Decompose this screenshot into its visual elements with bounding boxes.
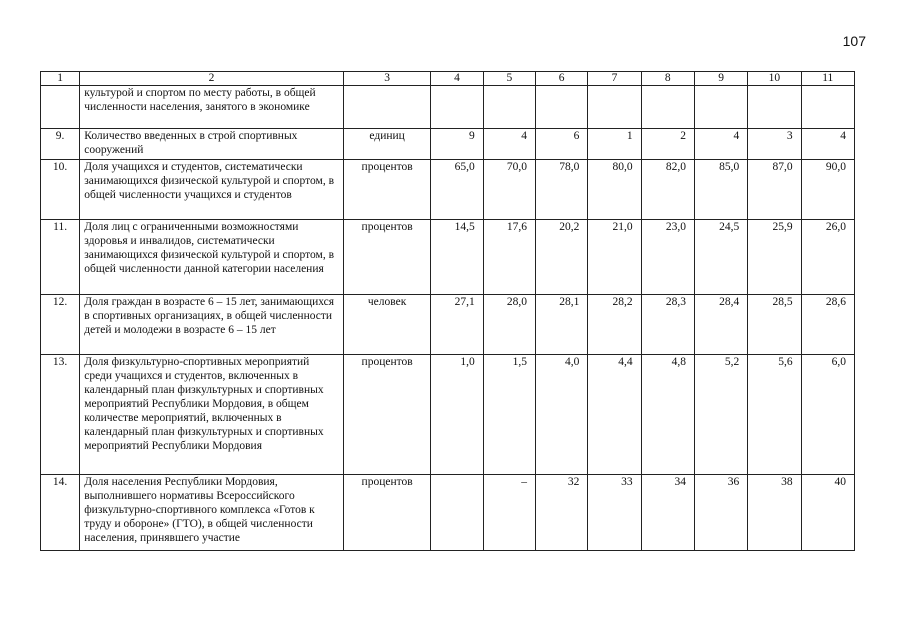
value-cell: 70,0 [483,160,535,220]
indicator-description: Доля граждан в возрасте 6 – 15 лет, занимающихся в спортивных организациях, в общей численности детей и молодежи в возрасте 6 – 15 лет [80,295,344,355]
value-cell: 28,2 [588,295,641,355]
value-cell: 28,6 [801,295,854,355]
column-number: 2 [80,72,344,86]
row-number: 13. [41,355,80,475]
value-cell: 6 [536,129,588,160]
row-number [41,86,80,129]
indicator-description: культурой и спортом по месту работы, в общей численности населения, занятого в экономике [80,86,344,129]
value-cell: 28,3 [641,295,694,355]
value-cell: 4,8 [641,355,694,475]
unit-cell: единиц [343,129,431,160]
table-row [41,355,855,475]
column-number-row [41,72,855,86]
value-cell: 28,4 [694,295,747,355]
value-cell: 1 [588,129,641,160]
column-number: 6 [536,72,588,86]
value-cell: 6,0 [801,355,854,475]
table-row [41,475,855,551]
value-cell [694,86,747,129]
value-cell: 17,6 [483,220,535,295]
value-cell: 4,0 [536,355,588,475]
value-cell: 1,5 [483,355,535,475]
table-row [41,220,855,295]
indicator-description: Доля лиц с ограниченными возможностями здоровья и инвалидов, систематически занимающихся физической культурой и спортом, в общей численности данной категории населения [80,220,344,295]
value-cell: 9 [431,129,483,160]
indicator-description: Доля населения Республики Мордовия, выполнившего нормативы Всероссийского физкультурно-спортивного комплекса «Готов к труду и обороне» (ГТО), в общей численности населения, принявшего участие [80,475,344,551]
unit-cell [343,86,431,129]
value-cell: 1,0 [431,355,483,475]
value-cell: 33 [588,475,641,551]
column-number: 3 [343,72,431,86]
value-cell: 85,0 [694,160,747,220]
value-cell: 65,0 [431,160,483,220]
value-cell: 4 [801,129,854,160]
value-cell: 4 [694,129,747,160]
value-cell: 34 [641,475,694,551]
table-row [41,86,855,129]
value-cell: 28,0 [483,295,535,355]
value-cell [801,86,854,129]
value-cell: 26,0 [801,220,854,295]
value-cell: 28,1 [536,295,588,355]
value-cell: 82,0 [641,160,694,220]
value-cell: 87,0 [748,160,801,220]
value-cell: 25,9 [748,220,801,295]
value-cell: 24,5 [694,220,747,295]
column-number: 9 [694,72,747,86]
value-cell [431,86,483,129]
unit-cell: человек [343,295,431,355]
value-cell: 36 [694,475,747,551]
value-cell [641,86,694,129]
row-number: 12. [41,295,80,355]
value-cell: 28,5 [748,295,801,355]
table-row [41,295,855,355]
table-row [41,129,855,160]
value-cell: 3 [748,129,801,160]
row-number: 11. [41,220,80,295]
value-cell: 27,1 [431,295,483,355]
row-number: 10. [41,160,80,220]
value-cell: 90,0 [801,160,854,220]
row-number: 14. [41,475,80,551]
value-cell: 14,5 [431,220,483,295]
value-cell: 4 [483,129,535,160]
value-cell: 38 [748,475,801,551]
column-number: 7 [588,72,641,86]
value-cell: 5,6 [748,355,801,475]
indicators-table [40,71,855,551]
value-cell: – [483,475,535,551]
value-cell [588,86,641,129]
value-cell [483,86,535,129]
unit-cell: процентов [343,220,431,295]
value-cell [748,86,801,129]
value-cell: 80,0 [588,160,641,220]
value-cell: 4,4 [588,355,641,475]
value-cell: 21,0 [588,220,641,295]
unit-cell: процентов [343,355,431,475]
value-cell: 20,2 [536,220,588,295]
value-cell [431,475,483,551]
column-number: 10 [748,72,801,86]
value-cell: 5,2 [694,355,747,475]
column-number: 1 [41,72,80,86]
value-cell: 78,0 [536,160,588,220]
table-row [41,160,855,220]
value-cell: 2 [641,129,694,160]
unit-cell: процентов [343,475,431,551]
column-number: 11 [801,72,854,86]
value-cell: 32 [536,475,588,551]
indicator-description: Доля учащихся и студентов, систематически занимающихся физической культурой и спортом, в общей численности учащихся и студентов [80,160,344,220]
column-number: 8 [641,72,694,86]
page-number: 107 [842,33,866,49]
column-number: 4 [431,72,483,86]
indicator-description: Доля физкультурно-спортивных мероприятий среди учащихся и студентов, включенных в календарный план физкультурных и спортивных мероприятий Республики Мордовия, в общем количестве мероприятий, включенных в календарный план физкультурных и спортивных мероприятий Республики Мордовия [80,355,344,475]
column-number: 5 [483,72,535,86]
unit-cell: процентов [343,160,431,220]
row-number: 9. [41,129,80,160]
value-cell [536,86,588,129]
indicator-description: Количество введенных в строй спортивных сооружений [80,129,344,160]
value-cell: 23,0 [641,220,694,295]
value-cell: 40 [801,475,854,551]
